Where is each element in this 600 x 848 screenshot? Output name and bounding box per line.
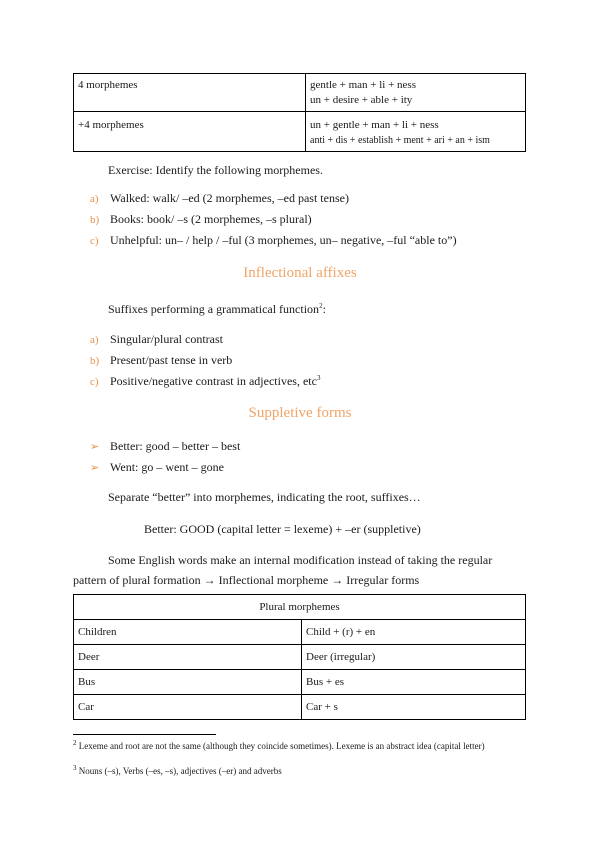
list-item bbox=[90, 211, 312, 228]
table-cell: Bus + es bbox=[302, 670, 526, 695]
suppletive-task: Separate “better” into morphemes, indicating the root, suffixes… bbox=[108, 490, 421, 504]
list-item bbox=[90, 190, 349, 207]
table-cell: Deer (irregular) bbox=[302, 645, 526, 670]
table-row bbox=[74, 620, 526, 645]
list-marker: b) bbox=[90, 214, 100, 226]
arrow-bullet-icon: ➢ bbox=[90, 462, 100, 474]
table-cell: Child + (r) + en bbox=[302, 620, 526, 645]
footnote-ref: 2 bbox=[319, 302, 323, 310]
list-item bbox=[90, 352, 232, 369]
footnote-separator bbox=[73, 734, 216, 735]
list-text: Present/past tense in verb bbox=[110, 353, 233, 367]
table-header-row bbox=[74, 595, 526, 620]
arrow-bullet-icon: ➢ bbox=[90, 441, 100, 453]
cell-line: un + desire + able + ity bbox=[310, 94, 413, 106]
section-heading: Suppletive forms bbox=[248, 405, 352, 421]
cell-line: un + gentle + man + li + ness bbox=[310, 119, 439, 131]
table-row bbox=[74, 74, 526, 112]
table-header: Plural morphemes bbox=[74, 595, 526, 620]
morpheme-count-table bbox=[73, 73, 526, 152]
footnote bbox=[73, 766, 528, 777]
table-cell: Deer bbox=[74, 645, 302, 670]
list-marker: a) bbox=[90, 193, 99, 205]
list-item bbox=[90, 459, 224, 476]
list-text: Went: go – went – gone bbox=[110, 460, 225, 474]
intro-end: : bbox=[322, 302, 326, 316]
irregular-line-2: pattern of plural formation → Inflectional morpheme → Irregular forms bbox=[73, 573, 420, 587]
plural-morphemes-table bbox=[73, 594, 526, 720]
table-cell bbox=[306, 74, 526, 112]
footnote-number: 3 bbox=[73, 764, 77, 772]
list-item bbox=[90, 373, 320, 390]
table-row bbox=[74, 695, 526, 720]
footnote-ref: 3 bbox=[316, 374, 321, 382]
list-item bbox=[90, 438, 240, 455]
footnote bbox=[73, 741, 528, 752]
table-cell: +4 morphemes bbox=[74, 112, 306, 152]
table-cell: Car + s bbox=[302, 695, 526, 720]
list-text: Positive/negative contrast in adjectives, etc bbox=[110, 374, 317, 388]
list-marker: c) bbox=[90, 235, 99, 247]
list-marker: b) bbox=[90, 355, 100, 367]
table-cell: 4 morphemes bbox=[74, 74, 306, 112]
table-cell: Car bbox=[74, 695, 302, 720]
footnote-number: 2 bbox=[73, 739, 77, 747]
list-marker: a) bbox=[90, 334, 99, 346]
list-item bbox=[90, 232, 457, 249]
irregular-line-1: Some English words make an internal modification instead of taking the regular bbox=[108, 553, 493, 567]
footnote-text: Nouns (–s), Verbs (–es, –s), adjectives (–er) and adverbs bbox=[78, 766, 282, 776]
table-row bbox=[74, 645, 526, 670]
table-cell: Children bbox=[74, 620, 302, 645]
table-cell: Bus bbox=[74, 670, 302, 695]
list-text: Unhelpful: un– / help / –ful (3 morphemes, un– negative, –ful “able to”) bbox=[110, 233, 457, 247]
table-row bbox=[74, 112, 526, 152]
section-heading: Inflectional affixes bbox=[243, 265, 357, 281]
suppletive-example: Better: GOOD (capital letter = lexeme) + –er (suppletive) bbox=[144, 522, 421, 536]
list-marker: c) bbox=[90, 376, 99, 388]
cell-line: gentle + man + li + ness bbox=[310, 79, 416, 91]
list-text: Walked: walk/ –ed (2 morphemes, –ed past tense) bbox=[110, 191, 349, 205]
footnote-text: Lexeme and root are not the same (although they coincide sometimes). Lexeme is an abstract idea (capital letter) bbox=[78, 741, 485, 751]
intro-text: Suffixes performing a grammatical function bbox=[108, 302, 320, 316]
list-text: Singular/plural contrast bbox=[110, 332, 223, 346]
table-cell bbox=[306, 112, 526, 152]
cell-line: anti + dis + establish + ment + ari + an + ism bbox=[310, 135, 490, 146]
table-row bbox=[74, 670, 526, 695]
exercise-intro: Exercise: Identify the following morphemes. bbox=[108, 163, 323, 177]
list-text: Books: book/ –s (2 morphemes, –s plural) bbox=[110, 212, 312, 226]
list-item bbox=[90, 331, 223, 348]
list-text: Better: good – better – best bbox=[110, 439, 241, 453]
inflectional-intro bbox=[108, 301, 326, 317]
